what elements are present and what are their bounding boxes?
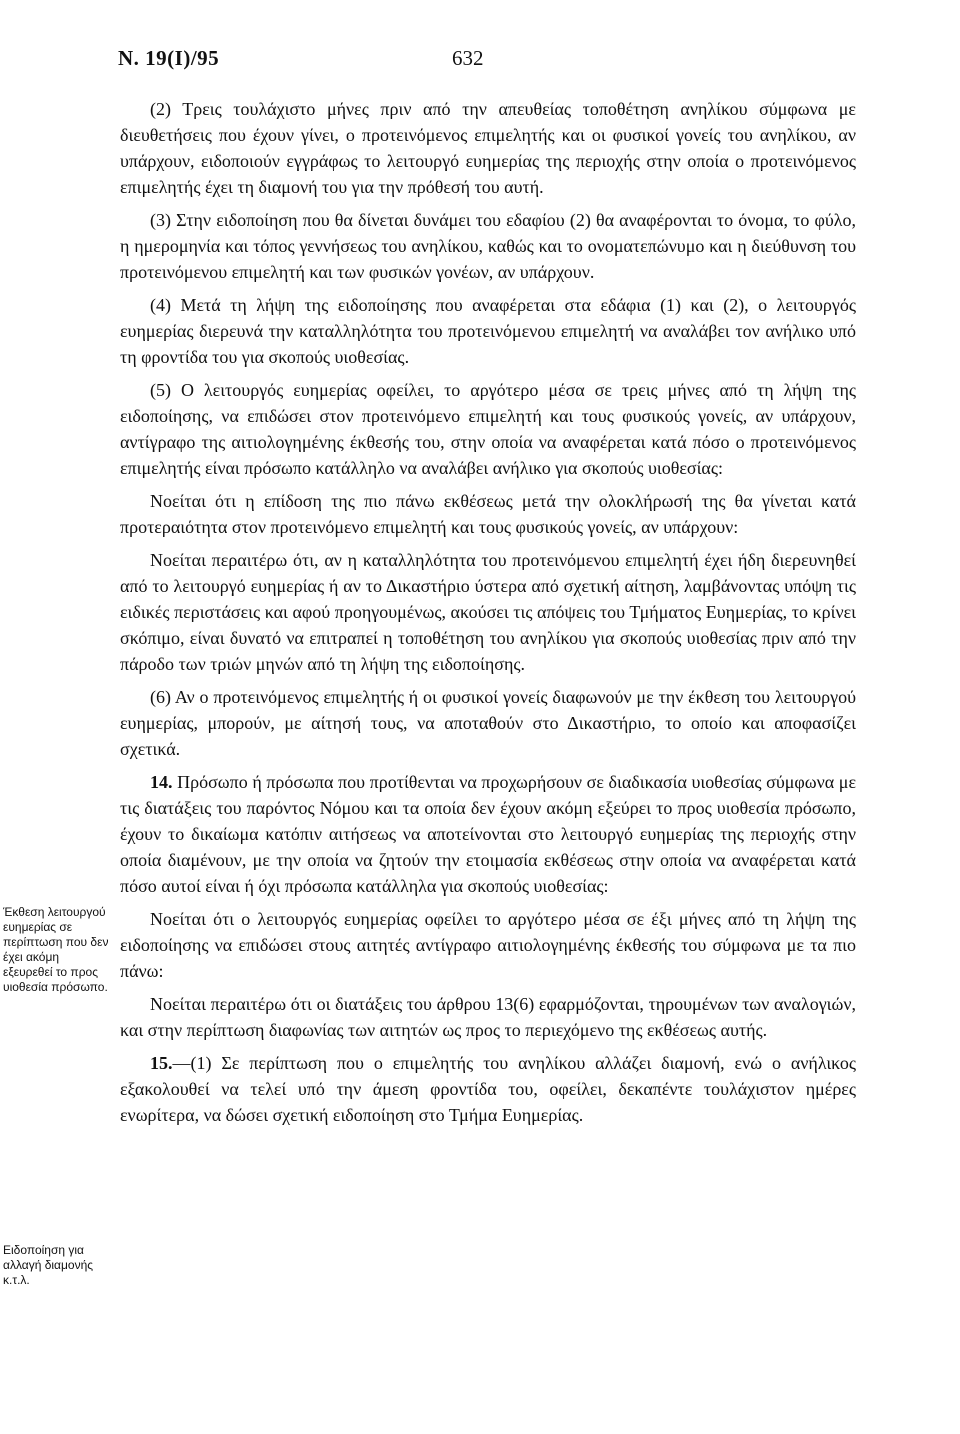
section-14-proviso-2: Νοείται περαιτέρω ότι οι διατάξεις του άρθρου 13(6) εφαρμόζονται, τηρουμένων των αναλογιών, και στην περίπτωση διαφωνίας των αιτητών ως προς το περιεχόμενο της εκθέσεως αυτής.: [120, 994, 856, 1040]
document-body: [120, 96, 856, 1135]
section-15-number: 15.: [150, 1053, 173, 1073]
paragraph-6: (6) Αν ο προτεινόμενος επιμελητής ή οι φυσικοί γονείς διαφωνούν με την έκθεση του λειτουργού ευημερίας, μπορούν, με αίτησή τους, να αποταθούν στο Δικαστήριο, το οποίο και αποφασίζει σχετικά.: [120, 687, 856, 759]
paragraph-2: (2) Τρεις τουλάχιστο μήνες πριν από την απευθείας τοποθέτηση ανηλίκου σύμφωνα με διευθετήσεις που έχουν γίνει, ο προτεινόμενος επιμελητής και οι φυσικοί γονείς του ανηλίκου, αν υπάρχουν, ειδοποιούν εγγράφως το λειτουργό ευημερίας της περιοχής στην οποία ο προτεινόμενος επιμελητής έχει τη διαμονή του για την πρόθεσή του αυτή.: [120, 99, 856, 197]
page-number: 632: [452, 46, 484, 70]
margin-note-change-of-residence: Ειδοποίηση για αλλαγή διαμονής κ.τ.λ.: [3, 1243, 94, 1287]
section-14: [120, 769, 856, 899]
section-14-proviso-1: Νοείται ότι ο λειτουργός ευημερίας οφείλει το αργότερο μέσα σε έξι μήνες από τη λήψη της ειδοποίησης να επιδώσει στους αιτητές αντίγραφο αιτιολογημένης έκθεσής του σύμφωνα με τα πιο πάνω:: [120, 909, 856, 981]
paragraph-5: (5) Ο λειτουργός ευημερίας οφείλει, το αργότερο μέσα σε τρεις μήνες από τη λήψη της ειδοποίησης, να επιδώσει στον προτεινόμενο επιμελητή και τους φυσικούς γονείς, αν υπάρχουν, αντίγραφο της αιτιολογημένης έκθεσής του, στην οποία να αναφέρεται κατά πόσο ο προτεινόμενος επιμελητής είναι πρόσωπο κατάλληλο να αναλάβει ανήλικο για σκοπούς υιοθεσίας:: [120, 380, 856, 478]
section-15-text: —(1) Σε περίπτωση που ο επιμελητής του ανηλίκου αλλάζει διαμονή, ενώ ο ανήλικος εξακολουθεί να τελεί υπό την άμεση φροντίδα του, οφείλει, δεκαπέντε τουλάχιστον ημέρες ενωρίτερα, να δώσει σχετική ειδοποίηση στο Τμήμα Ευημερίας.: [120, 1053, 856, 1125]
law-reference: Ν. 19(Ι)/95: [118, 46, 220, 70]
paragraph-3: (3) Στην ειδοποίηση που θα δίνεται δυνάμει του εδαφίου (2) θα αναφέρονται το όνομα, το φύλο, η ημερομηνία και τόπος γεννήσεως του ανηλίκου, καθώς και το ονοματεπώνυμο και η διεύθυνση του προτεινόμενου επιμελητή και των φυσικών γονέων, αν υπάρχουν.: [120, 210, 856, 282]
section-14-text: Πρόσωπο ή πρόσωπα που προτίθενται να προχωρήσουν σε διαδικασία υιοθεσίας σύμφωνα με τις διατάξεις του παρόντος Νόμου και τα οποία δεν έχουν ακόμη εξεύρει το προς υιοθεσία πρόσωπο, έχουν το δικαίωμα κατόπιν αιτήσεως να αποτείνονται στο λειτουργό ευημερίας της περιοχής στην οποία διαμένουν, με την οποία να ζητούν την ετοιμασία εκθέσεως στην οποία να αναφέρεται κατά πόσο αυτοί είναι ή όχι πρόσωπα κατάλληλα για σκοπούς υιοθεσίας:: [120, 772, 857, 896]
section-15: [120, 1050, 856, 1128]
margin-note-report: Έκθεση λειτουργού ευημερίας σε περίπτωση που δεν έχει ακόμη εξευρεθεί το προς υιοθεσία πρόσωπο.: [3, 905, 109, 994]
paragraph-4: (4) Μετά τη λήψη της ειδοποίησης που αναφέρεται στα εδάφια (1) και (2), ο λειτουργός ευημερίας διερευνά την καταλληλότητα του προτεινόμενου επιμελητή να αναλάβει τον ανήλικο υπό τη φροντίδα του για σκοπούς υιοθεσίας.: [120, 295, 856, 367]
proviso-1: Νοείται ότι η επίδοση της πιο πάνω εκθέσεως μετά την ολοκλήρωσή της θα γίνεται κατά προτεραιότητα στον προτεινόμενο επιμελητή και τους φυσικούς γονείς, αν υπάρχουν:: [120, 491, 856, 537]
proviso-2: Νοείται περαιτέρω ότι, αν η καταλληλότητα του προτεινόμενου επιμελητή έχει ήδη διερευνηθεί από το λειτουργό ευημερίας ή αν το Δικαστήριο ύστερα από σχετική αίτηση, λαμβάνοντας υπόψη τις ειδικές περιστάσεις και αφού προηγουμένως, ακούσει τις απόψεις του Τμήματος Ευημερίας, το κρίνει σκόπιμο, είναι δυνατό να επιτραπεί η τοποθέτηση του ανηλίκου για σκοπούς υιοθεσίας πριν από την πάροδο των τριών μηνών από τη λήψη της ειδοποίησης.: [120, 550, 856, 674]
section-14-number: 14.: [150, 772, 173, 792]
